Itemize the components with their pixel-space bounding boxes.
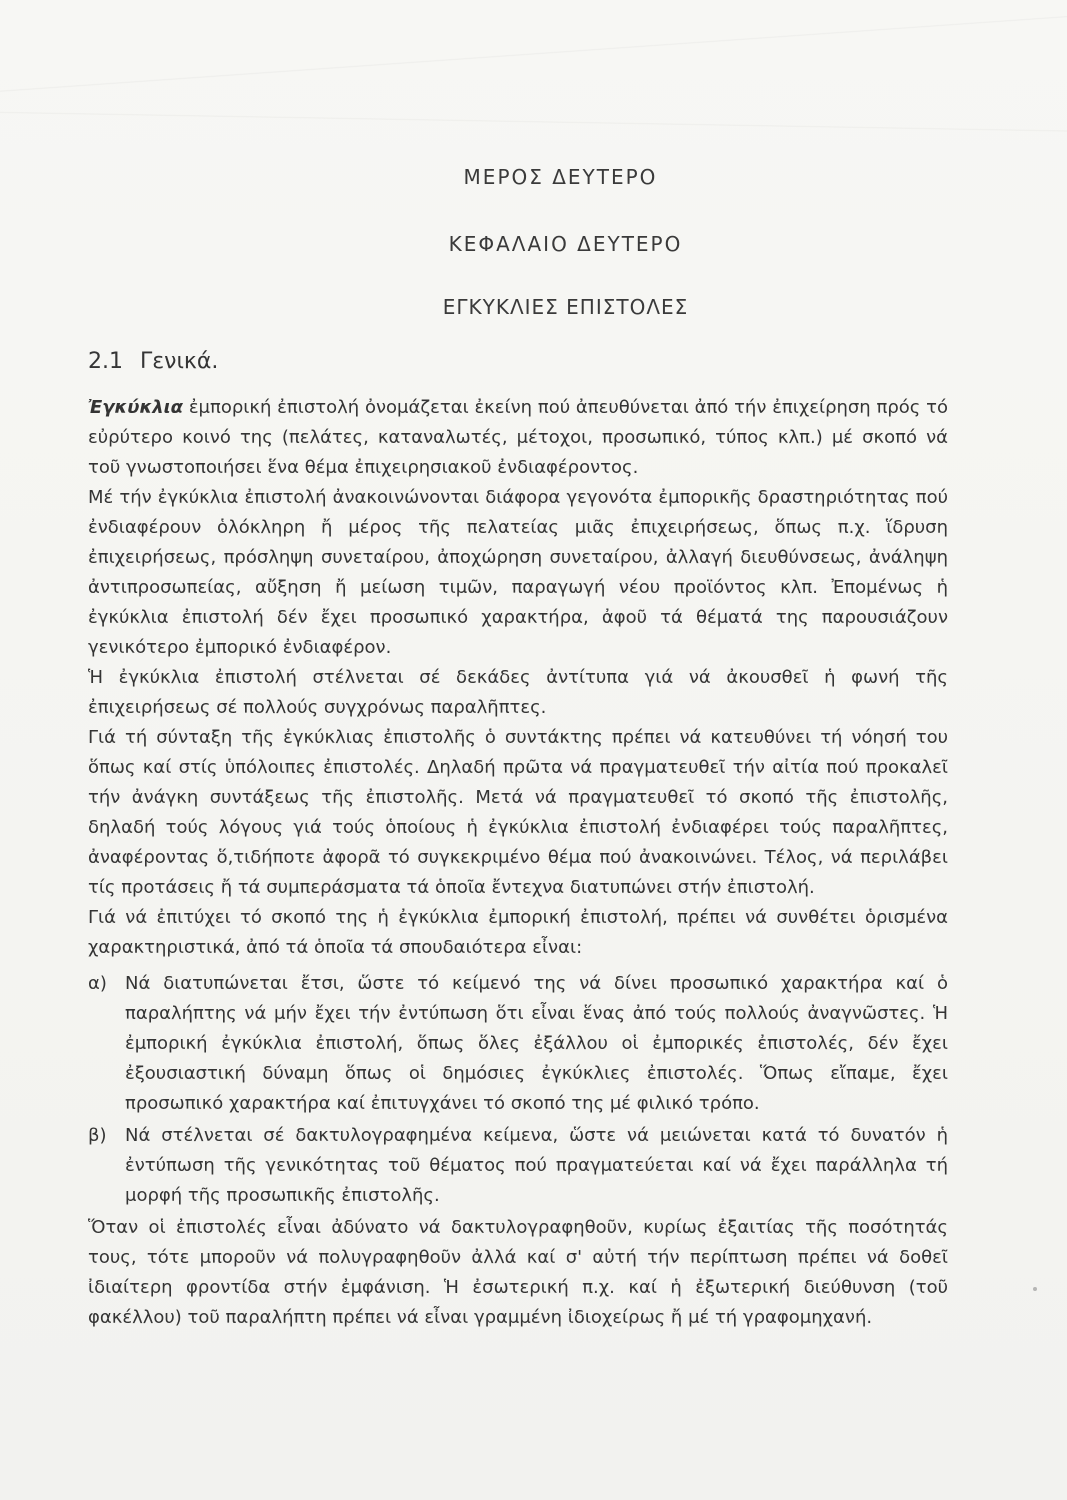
paragraph-1 bbox=[88, 393, 948, 483]
subject-title: ΕΓΚΥΚΛΙΕΣ ΕΠΙΣΤΟΛΕΣ bbox=[442, 295, 689, 319]
chapter-title: ΚΕΦΑΛΑΙΟ ΔΕΥΤΕΡΟ bbox=[448, 232, 683, 256]
paragraph-5: Γιά νά ἐπιτύχει τό σκοπό της ἡ ἐγκύκλια ἐμπορική ἐπιστολή, πρέπει νά συνθέτει ὁρισμένα χαρακτηριστικά, ἀπό τά ὁποῖα τά σπουδαιότερα εἶναι: bbox=[88, 907, 948, 959]
ink-blot bbox=[1033, 1287, 1037, 1291]
characteristics-list bbox=[88, 969, 948, 1211]
paragraph-1-lead: Ἐγκύκλια bbox=[88, 397, 184, 419]
list-item bbox=[88, 1121, 948, 1211]
list-text: Νά στέλνεται σέ δακτυλογραφημένα κείμενα, ὥστε νά μειώνεται κατά τό δυνατόν ἡ ἐντύπωση τῆς γενικότητας τοῦ θέματος πού πραγματεύεται καί νά ἔχει παράλληλα τή μορφή τῆς προσωπικῆς ἐπιστολῆς. bbox=[125, 1125, 948, 1207]
list-marker: α) bbox=[88, 973, 107, 995]
list-text: Νά διατυπώνεται ἔτσι, ὥστε τό κείμενό της νά δίνει προσωπικό χαρακτήρα καί ὁ παραλήπτης νά μήν ἔχει τήν ἐντύπωση ὅτι εἶναι ἕνας ἀπό τούς πολλούς ἀναγνῶστες. Ἡ ἐμπορική ἐγκύκλια ἐπιστολή, ὅπως ὅλες ἐξάλλου οἱ ἐμπορικές ἐπιστολές, δέν ἔχει ἐξουσιαστική δύναμη ὅπως οἱ δημόσιες ἐγκύκλιες ἐπιστολές. Ὅπως εἴπαμε, ἔχει προσωπικό χαρακτήρα καί ἐπιτυγχάνει τό σκοπό της μέ φιλικό τρόπο. bbox=[125, 973, 948, 1115]
paragraph-2: Μέ τήν ἐγκύκλια ἐπιστολή ἀνακοινώνονται διάφορα γεγονότα ἐμπορικῆς δραστηριότητας πού ἐνδιαφέρουν ὁλόκληρη ἤ μέρος τῆς πελατείας μιᾶς ἐπιχειρήσεως, ὅπως π.χ. ἵδρυση ἐπιχειρήσεως, πρόσληψη συνεταίρου, ἀποχώρηση συνεταίρου, ἀλλαγή διευθύνσεως, ἀνάληψη ἀντιπροσωπείας, αὔξηση ἤ μείωση τιμῶν, παραγωγή νέου προϊόντος κλπ. Ἐπομένως ἡ ἐγκύκλια ἐπιστολή δέν ἔχει προσωπικό χαρακτήρα, ἀφοῦ τά θέματά της παρουσιάζουν γενικότερο ἐμπορικό ἐνδιαφέρον. bbox=[88, 487, 948, 659]
part-title: ΜΕΡΟΣ ΔΕΥΤΕΡΟ bbox=[463, 165, 658, 189]
section-title: Γενικά. bbox=[140, 349, 219, 374]
section-heading bbox=[88, 349, 948, 375]
paragraph-1-text: ἐμπορική ἐπιστολή ὀνομάζεται ἐκείνη πού ἀπευθύνεται ἀπό τήν ἐπιχείρηση πρός τό εὐρύτερο κοινό της (πελάτες, καταναλωτές, μέτοχοι, προσωπικό, τύπος κλπ.) μέ σκοπό νά τοῦ γνωστοποιήσει ἕνα θέμα ἐπιχειρησιακοῦ ἐνδιαφέροντος. bbox=[88, 397, 948, 479]
document-content bbox=[88, 165, 948, 1333]
paragraph-3: Ἡ ἐγκύκλια ἐπιστολή στέλνεται σέ δεκάδες ἀντίτυπα γιά νά ἀκουσθεῖ ἡ φωνή τῆς ἐπιχειρήσεως σέ πολλούς συγχρόνως παραλῆπτες. bbox=[88, 667, 948, 719]
paragraph-4: Γιά τή σύνταξη τῆς ἐγκύκλιας ἐπιστολῆς ὁ συντάκτης πρέπει νά κατευθύνει τή νόησή του ὅπως καί στίς ὑπόλοιπες ἐπιστολές. Δηλαδή πρῶτα νά πραγματευθεῖ τήν αἰτία πού προκαλεῖ τήν ἀνάγκη συντάξεως τῆς ἐπιστολῆς. Μετά νά πραγματευθεῖ τό σκοπό τῆς ἐπιστολῆς, δηλαδή τούς λόγους γιά τούς ὁποίους ἡ ἐγκύκλια ἐπιστολή ἐνδιαφέρει τούς παραλῆπτες, ἀναφέροντας ὅ,τιδήποτε ἀφορᾶ τό συγκεκριμένο θέμα πού ἀνακοινώνει. Τέλος, νά περιλάβει τίς προτάσεις ἤ τά συμπεράσματα τά ὁποῖα ἔντεχνα διατυπώνει στήν ἐπιστολή. bbox=[88, 727, 948, 899]
section-number: 2.1 bbox=[88, 349, 123, 374]
list-marker: β) bbox=[88, 1125, 107, 1147]
paragraph-6: Ὅταν οἱ ἐπιστολές εἶναι ἀδύνατο νά δακτυλογραφηθοῦν, κυρίως ἐξαιτίας τῆς ποσότητάς τους, τότε μποροῦν νά πολυγραφηθοῦν ἀλλά καί σ' αὐτή τήν περίπτωση πρέπει νά δοθεῖ ἰδιαίτερη φροντίδα στήν ἐμφάνιση. Ἡ ἐσωτερική π.χ. καί ἡ ἐξωτερική διεύθυνση (τοῦ φακέλλου) τοῦ παραλήπτη πρέπει νά εἶναι γραμμένη ἰδιοχείρως ἤ μέ τή γραφομηχανή. bbox=[88, 1217, 948, 1329]
list-item bbox=[88, 969, 948, 1119]
